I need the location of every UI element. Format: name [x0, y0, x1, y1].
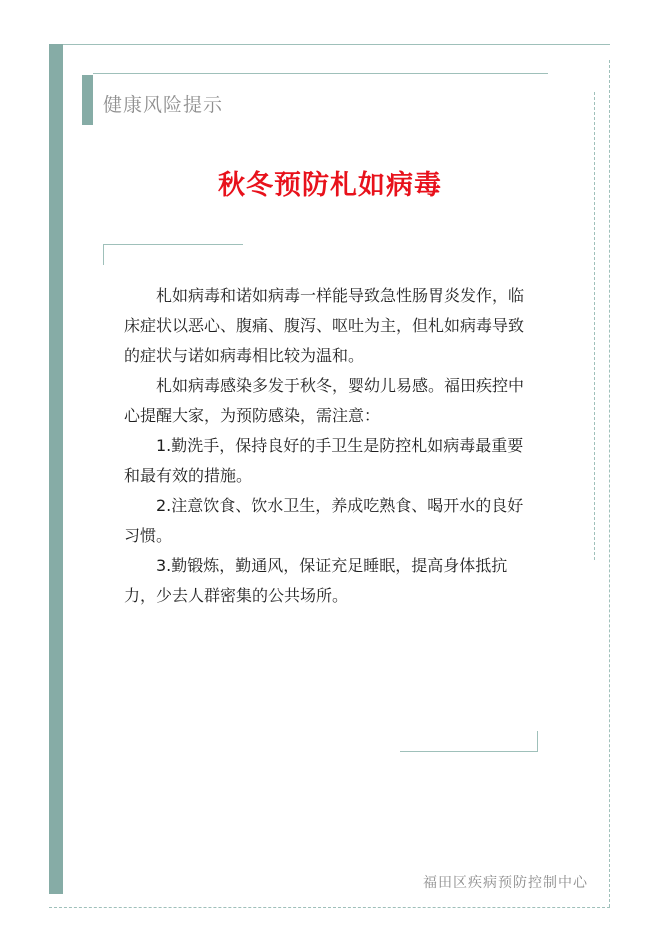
bottom-dashed-border [49, 907, 610, 908]
publisher-footer: 福田区疾病预防控制中心 [423, 875, 588, 891]
corner-bracket-bottom-right [400, 731, 538, 752]
paragraph: 3.勤锻炼，勤通风，保证充足睡眠，提高身体抵抗力，少去人群密集的公共场所。 [124, 556, 508, 605]
section-label: 健康风险提示 [103, 94, 224, 116]
article-body [124, 281, 528, 611]
paragraph: 1.勤洗手，保持良好的手卫生是防控札如病毒最重要和最有效的措施。 [124, 436, 524, 485]
paragraph: 札如病毒感染多发于秋冬，婴幼儿易感。福田疾控中心提醒大家，为预防感染，需注意： [124, 376, 525, 425]
page-title: 秋冬预防札如病毒 [218, 170, 442, 201]
top-border-line [63, 44, 610, 45]
header-rule [93, 73, 548, 74]
paragraph: 札如病毒和诺如病毒一样能导致急性肠胃炎发作，临床症状以恶心、腹痛、腹泻、呕吐为主，但札如病毒导致的症状与诺如病毒相比较为温和。 [124, 286, 525, 365]
header-accent-block [82, 75, 93, 125]
corner-bracket-top-left [103, 244, 243, 265]
paragraph: 2.注意饮食、饮水卫生，养成吃熟食、喝开水的良好习惯。 [124, 496, 524, 545]
